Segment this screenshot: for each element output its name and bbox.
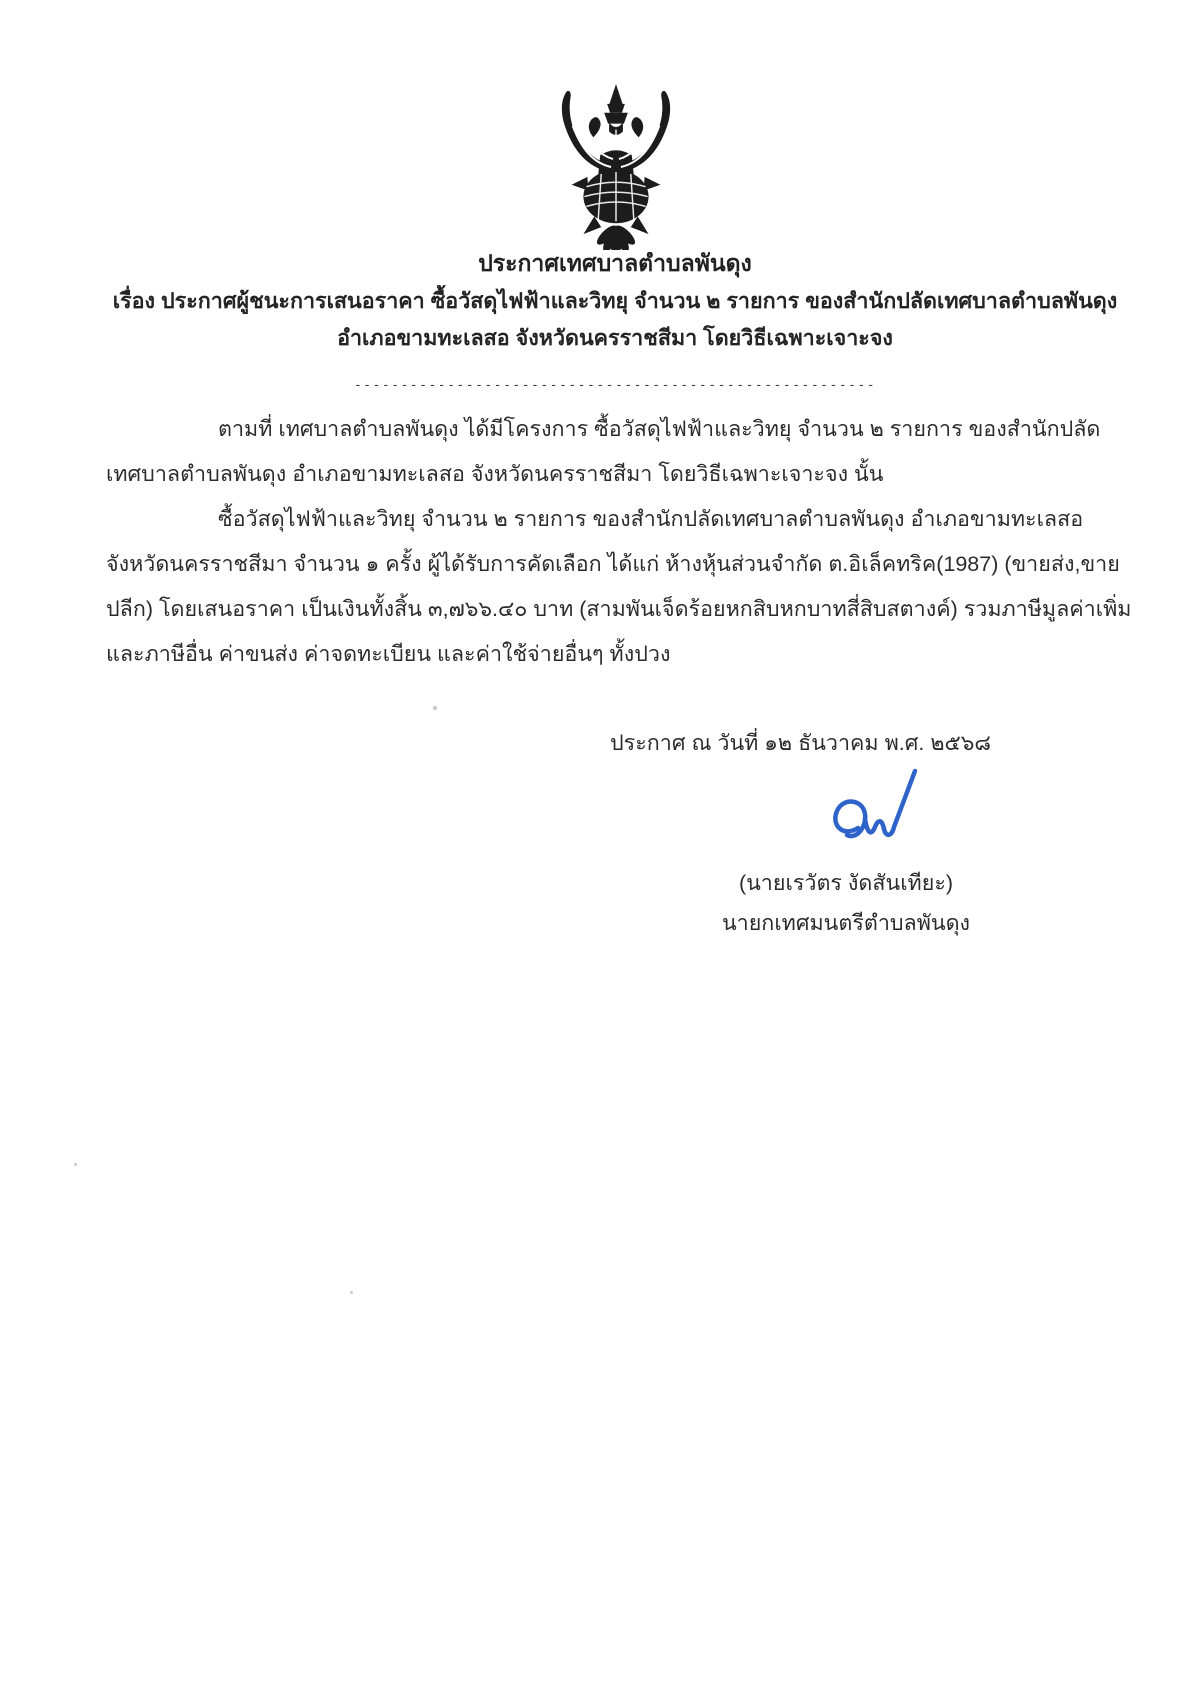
signature-mark [826, 764, 922, 864]
body-line: ตามที่ เทศบาลตำบลพันดุง ได้มีโครงการ ซื้อวัสดุไฟฟ้าและวิทยุ จำนวน ๒ รายการ ของสำนักปลัด [218, 417, 1101, 441]
body-line: จังหวัดนครราชสีมา จำนวน ๑ ครั้ง ผู้ได้รับการคัดเลือก ได้แก่ ห้างหุ้นส่วนจำกัด ต.อิเล็คทริค(1987) (ขายส่ง,ขาย [106, 552, 1120, 576]
body-line: และภาษีอื่น ค่าขนส่ง ค่าจดทะเบียน และค่าใช้จ่ายอื่นๆ ทั้งปวง [106, 642, 671, 666]
announcement-date-line: ประกาศ ณ วันที่ ๑๒ ธันวาคม พ.ศ. ๒๕๖๘ [610, 731, 991, 755]
signatory-position: นายกเทศมนตรีตำบลพันดุง [721, 911, 971, 935]
subject-line-1: เรื่อง ประกาศผู้ชนะการเสนอราคา ซื้อวัสดุไฟฟ้าและวิทยุ จำนวน ๒ รายการ ของสำนักปลัดเทศบาลตำบลพันดุง [112, 289, 1118, 313]
body-line: ซื้อวัสดุไฟฟ้าและวิทยุ จำนวน ๒ รายการ ของสำนักปลัดเทศบาลตำบลพันดุง อำเภอขามทะเลสอ [218, 507, 1084, 531]
scan-speck [433, 706, 437, 710]
page-title: ประกาศเทศบาลตำบลพันดุง [478, 250, 752, 276]
subject-line-2: อำเภอขามทะเลสอ จังหวัดนครราชสีมา โดยวิธีเฉพาะเจาะจง [337, 326, 893, 350]
signatory-name: (นายเรวัตร งัดสันเทียะ) [738, 871, 954, 895]
scan-speck [74, 1163, 77, 1166]
body-line: ปลีก) โดยเสนอราคา เป็นเงินทั้งสิ้น ๓,๗๖๖.๔๐ บาท (สามพันเจ็ดร้อยหกสิบหกบาทสี่สิบสตางค์) รวมภาษีมูลค่าเพิ่ม [106, 597, 1132, 621]
scan-speck [350, 1291, 353, 1294]
section-divider: -------------------------------------------------------- [353, 378, 877, 393]
garuda-emblem-icon [542, 82, 690, 250]
body-line: เทศบาลตำบลพันดุง อำเภอขามทะเลสอ จังหวัดนครราชสีมา โดยวิธีเฉพาะเจาะจง นั้น [106, 462, 884, 486]
